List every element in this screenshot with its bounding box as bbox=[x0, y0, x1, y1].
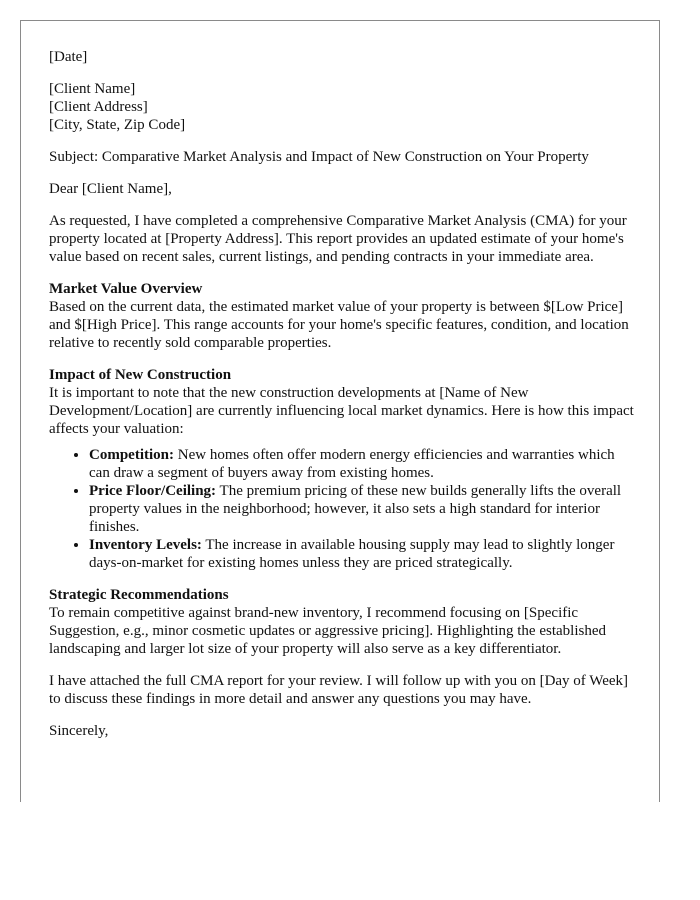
client-name-line: [Client Name] bbox=[49, 81, 136, 97]
letter-date: [Date] bbox=[49, 49, 88, 65]
intro-paragraph: As requested, I have completed a comprehensive Comparative Market Analysis (CMA) for your property located at [Property Address]. This report provides an updated estimate of your home's value based on recent sales, current listings, and pending contracts in your immediate area. bbox=[49, 213, 627, 265]
list-item-label: Inventory Levels: bbox=[89, 537, 202, 553]
new-construction-section bbox=[49, 366, 639, 438]
new-construction-heading: Impact of New Construction bbox=[49, 367, 232, 383]
list-item-text: The premium pricing of these new builds generally lifts the overall property values in the neighborhood; however, it also sets a high standard for interior finishes. bbox=[89, 483, 622, 535]
list-item bbox=[89, 482, 639, 536]
salutation: Dear [Client Name], bbox=[49, 181, 172, 197]
new-construction-body: It is important to note that the new construction developments at [Name of New Development/Location] are currently influencing local market dynamics. Here is how this impact affects your valuation: bbox=[49, 385, 634, 437]
client-address-block bbox=[49, 80, 639, 134]
recommendations-body: To remain competitive against brand-new inventory, I recommend focusing on [Specific Suggestion, e.g., minor cosmetic updates or aggressive pricing]. Highlighting the established landscaping and larger lot size of your property will also serve as a key differentiator. bbox=[49, 605, 606, 657]
list-item bbox=[89, 536, 639, 572]
market-value-section bbox=[49, 280, 639, 352]
list-item-label: Competition: bbox=[89, 447, 174, 463]
recommendations-heading: Strategic Recommendations bbox=[49, 587, 229, 603]
client-address-line: [Client Address] bbox=[49, 99, 148, 115]
list-item-text: New homes often offer modern energy efficiencies and warranties which can draw a segment of buyers away from existing homes. bbox=[89, 447, 615, 481]
market-value-heading: Market Value Overview bbox=[49, 281, 203, 297]
list-item-text: The increase in available housing supply may lead to slightly longer days-on-market for existing homes unless they are priced strategically. bbox=[89, 537, 615, 571]
list-item bbox=[89, 446, 639, 482]
list-item-label: Price Floor/Ceiling: bbox=[89, 483, 217, 499]
impact-list bbox=[49, 446, 639, 572]
client-city-line: [City, State, Zip Code] bbox=[49, 117, 186, 133]
closing-paragraph: I have attached the full CMA report for your review. I will follow up with you on [Day of Week] to discuss these findings in more detail and answer any questions you may have. bbox=[49, 673, 629, 707]
letter-page bbox=[20, 20, 660, 802]
market-value-body: Based on the current data, the estimated market value of your property is between $[Low Price] and $[High Price]. This range accounts for your home's specific features, condition, and location relative to recently sold comparable properties. bbox=[49, 299, 629, 351]
recommendations-section bbox=[49, 586, 639, 658]
subject-line: Subject: Comparative Market Analysis and Impact of New Construction on Your Property bbox=[49, 149, 589, 165]
letter-body bbox=[49, 48, 639, 754]
sign-off: Sincerely, bbox=[49, 723, 109, 739]
